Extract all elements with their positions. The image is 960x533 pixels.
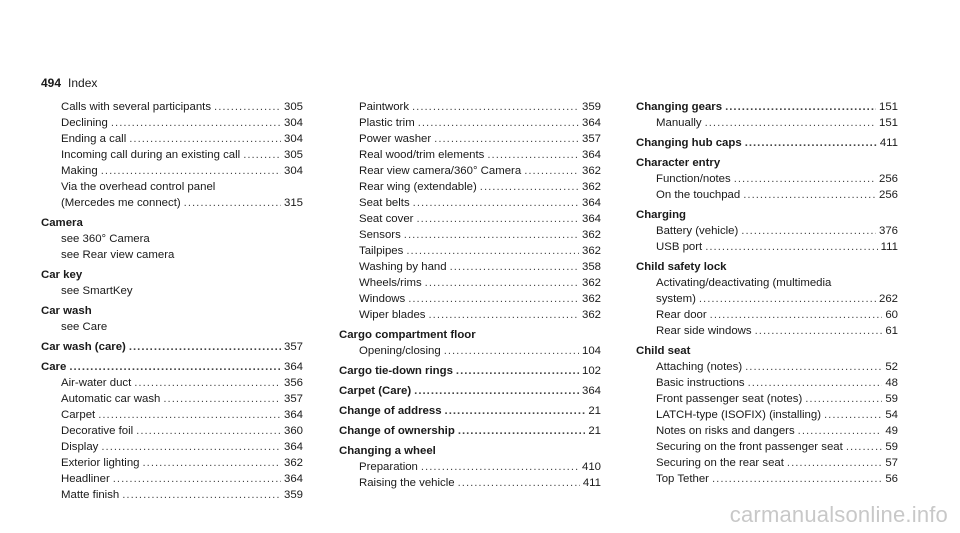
index-subentry bbox=[339, 227, 601, 243]
leader-dots bbox=[445, 403, 586, 419]
leader-dots bbox=[741, 223, 876, 239]
index-subentry bbox=[41, 455, 303, 471]
page-ref: 364 bbox=[581, 213, 601, 225]
index-subentry bbox=[636, 239, 898, 255]
index-heading bbox=[339, 327, 601, 343]
page-ref: 21 bbox=[588, 425, 601, 437]
index-subentry bbox=[41, 283, 303, 299]
leader-dots bbox=[425, 275, 579, 291]
page-ref: 360 bbox=[283, 425, 303, 437]
entry-text: Wheels/rims bbox=[359, 277, 422, 289]
entry-text: Child seat bbox=[636, 345, 691, 357]
index-subentry bbox=[339, 115, 601, 131]
entry-text: Carpet (Care) bbox=[339, 385, 412, 397]
leader-dots bbox=[98, 407, 281, 423]
index-subentry bbox=[636, 291, 898, 307]
leader-dots bbox=[428, 307, 579, 323]
index-subentry bbox=[339, 275, 601, 291]
page-header bbox=[41, 76, 97, 90]
index-subentry bbox=[41, 247, 303, 263]
page-ref: 56 bbox=[885, 473, 898, 485]
index-subentry bbox=[41, 99, 303, 115]
leader-dots bbox=[456, 363, 579, 379]
index-subentry bbox=[41, 471, 303, 487]
leader-dots bbox=[846, 439, 883, 455]
page-ref: 304 bbox=[283, 117, 303, 129]
index-subentry bbox=[339, 307, 601, 323]
leader-dots bbox=[421, 459, 579, 475]
entry-text: Raising the vehicle bbox=[359, 477, 455, 489]
page-ref: 357 bbox=[283, 393, 303, 405]
leader-dots bbox=[418, 115, 579, 131]
leader-dots bbox=[184, 195, 281, 211]
entry-text: Securing on the rear seat bbox=[656, 457, 784, 469]
page-ref: 364 bbox=[581, 197, 601, 209]
index-heading bbox=[339, 403, 601, 419]
index-subentry bbox=[636, 187, 898, 203]
entry-text: Decorative foil bbox=[61, 425, 134, 437]
index-subentry bbox=[41, 131, 303, 147]
entry-text: see Care bbox=[61, 321, 108, 333]
page-ref: 57 bbox=[885, 457, 898, 469]
page-ref: 364 bbox=[283, 473, 303, 485]
leader-dots bbox=[487, 147, 579, 163]
page-ref: 362 bbox=[581, 277, 601, 289]
entry-text: Basic instructions bbox=[656, 377, 745, 389]
entry-text: Activating/deactivating (multimedia bbox=[656, 277, 832, 289]
index-subentry bbox=[41, 179, 303, 195]
entry-text: (Mercedes me connect) bbox=[61, 197, 181, 209]
index-heading bbox=[636, 207, 898, 223]
entry-text: Car key bbox=[41, 269, 83, 281]
entry-text: Car wash (care) bbox=[41, 341, 126, 353]
index-subentry bbox=[41, 195, 303, 211]
entry-text: Via the overhead control panel bbox=[61, 181, 216, 193]
entry-text: Display bbox=[61, 441, 99, 453]
page-ref: 104 bbox=[581, 345, 601, 357]
leader-dots bbox=[414, 383, 579, 399]
entry-text: Matte finish bbox=[61, 489, 120, 501]
index-subentry bbox=[41, 319, 303, 335]
index-subentry bbox=[41, 439, 303, 455]
entry-text: Charging bbox=[636, 209, 686, 221]
leader-dots bbox=[122, 487, 281, 503]
leader-dots bbox=[129, 339, 281, 355]
entry-text: Seat cover bbox=[359, 213, 414, 225]
page-ref: 262 bbox=[878, 293, 898, 305]
index-subentry bbox=[636, 439, 898, 455]
entry-text: Windows bbox=[359, 293, 406, 305]
page-ref: 364 bbox=[581, 117, 601, 129]
page-ref: 364 bbox=[283, 441, 303, 453]
index-heading bbox=[41, 215, 303, 231]
entry-text: Rear wing (extendable) bbox=[359, 181, 477, 193]
entry-text: Changing a wheel bbox=[339, 445, 436, 457]
page-ref: 304 bbox=[283, 165, 303, 177]
index-heading bbox=[636, 259, 898, 275]
index-subentry bbox=[41, 147, 303, 163]
index-subentry bbox=[339, 179, 601, 195]
index-subentry bbox=[636, 423, 898, 439]
index-subentry bbox=[339, 259, 601, 275]
leader-dots bbox=[824, 407, 882, 423]
index-heading bbox=[339, 363, 601, 379]
page-ref: 356 bbox=[283, 377, 303, 389]
leader-dots bbox=[444, 343, 579, 359]
index-subentry bbox=[636, 223, 898, 239]
entry-text: Changing gears bbox=[636, 101, 723, 113]
leader-dots bbox=[404, 227, 579, 243]
entry-text: Preparation bbox=[359, 461, 418, 473]
index-subentry bbox=[636, 455, 898, 471]
index-subentry bbox=[339, 243, 601, 259]
entry-text: Ending a call bbox=[61, 133, 127, 145]
entry-text: see Rear view camera bbox=[61, 249, 175, 261]
index-subentry bbox=[636, 323, 898, 339]
page-ref: 362 bbox=[283, 457, 303, 469]
entry-text: Automatic car wash bbox=[61, 393, 161, 405]
entry-text: Rear door bbox=[656, 309, 707, 321]
entry-text: Front passenger seat (notes) bbox=[656, 393, 803, 405]
index-heading bbox=[636, 135, 898, 151]
entry-text: Character entry bbox=[636, 157, 721, 169]
index-subentry bbox=[339, 291, 601, 307]
page-ref: 102 bbox=[581, 365, 601, 377]
page-ref: 54 bbox=[885, 409, 898, 421]
leader-dots bbox=[450, 259, 579, 275]
entry-text: Manually bbox=[656, 117, 702, 129]
leader-dots bbox=[101, 163, 281, 179]
entry-text: Care bbox=[41, 361, 67, 373]
leader-dots bbox=[129, 131, 281, 147]
entry-text: Plastic trim bbox=[359, 117, 415, 129]
index-subentry bbox=[339, 147, 601, 163]
leader-dots bbox=[725, 99, 876, 115]
index-subentry bbox=[339, 475, 601, 491]
page-ref: 358 bbox=[581, 261, 601, 273]
page-ref: 364 bbox=[283, 409, 303, 421]
entry-text: LATCH-type (ISOFIX) (installing) bbox=[656, 409, 821, 421]
index-subentry bbox=[339, 211, 601, 227]
entry-text: Washing by hand bbox=[359, 261, 447, 273]
leader-dots bbox=[787, 455, 882, 471]
page-ref: 48 bbox=[885, 377, 898, 389]
leader-dots bbox=[710, 307, 883, 323]
entry-text: Sensors bbox=[359, 229, 401, 241]
leader-dots bbox=[163, 391, 281, 407]
page-ref: 364 bbox=[283, 361, 303, 373]
index-subentry bbox=[339, 131, 601, 147]
index-subentry bbox=[636, 307, 898, 323]
entry-text: Function/notes bbox=[656, 173, 731, 185]
index-subentry bbox=[636, 359, 898, 375]
index-subentry bbox=[41, 115, 303, 131]
page-ref: 305 bbox=[283, 149, 303, 161]
entry-text: Attaching (notes) bbox=[656, 361, 743, 373]
entry-text: see 360° Camera bbox=[61, 233, 150, 245]
leader-dots bbox=[458, 423, 586, 439]
page-ref: 364 bbox=[581, 385, 601, 397]
leader-dots bbox=[69, 359, 281, 375]
entry-text: Change of ownership bbox=[339, 425, 455, 437]
leader-dots bbox=[745, 135, 877, 151]
page-ref: 362 bbox=[581, 245, 601, 257]
leader-dots bbox=[805, 391, 882, 407]
entry-text: Exterior lighting bbox=[61, 457, 140, 469]
index-subentry bbox=[41, 375, 303, 391]
entry-text: Wiper blades bbox=[359, 309, 426, 321]
leader-dots bbox=[134, 375, 281, 391]
leader-dots bbox=[136, 423, 281, 439]
page-ref: 49 bbox=[885, 425, 898, 437]
index-subentry bbox=[636, 115, 898, 131]
leader-dots bbox=[743, 187, 876, 203]
entry-text: On the touchpad bbox=[656, 189, 741, 201]
page-ref: 359 bbox=[581, 101, 601, 113]
leader-dots bbox=[413, 195, 579, 211]
entry-text: Cargo tie-down rings bbox=[339, 365, 453, 377]
index-subentry bbox=[636, 391, 898, 407]
index-subentry bbox=[339, 163, 601, 179]
index-subentry bbox=[41, 391, 303, 407]
entry-text: Real wood/trim elements bbox=[359, 149, 485, 161]
leader-dots bbox=[712, 471, 882, 487]
entry-text: Making bbox=[61, 165, 98, 177]
leader-dots bbox=[412, 99, 579, 115]
entry-text: Carpet bbox=[61, 409, 96, 421]
index-heading bbox=[41, 339, 303, 355]
entry-text: Seat belts bbox=[359, 197, 410, 209]
index-subentry bbox=[636, 375, 898, 391]
index-column-3 bbox=[636, 99, 898, 487]
leader-dots bbox=[734, 171, 876, 187]
page-ref: 362 bbox=[581, 309, 601, 321]
page-ref: 362 bbox=[581, 181, 601, 193]
leader-dots bbox=[705, 239, 877, 255]
page-ref: 305 bbox=[283, 101, 303, 113]
page-ref: 256 bbox=[878, 173, 898, 185]
page-ref: 256 bbox=[878, 189, 898, 201]
leader-dots bbox=[101, 439, 281, 455]
index-subentry bbox=[41, 423, 303, 439]
index-subentry bbox=[636, 171, 898, 187]
leader-dots bbox=[458, 475, 580, 491]
index-heading bbox=[636, 99, 898, 115]
entry-text: Tailpipes bbox=[359, 245, 404, 257]
index-column-1 bbox=[41, 99, 303, 503]
leader-dots bbox=[143, 455, 281, 471]
page-ref: 60 bbox=[885, 309, 898, 321]
index-subentry bbox=[41, 163, 303, 179]
index-subentry bbox=[41, 407, 303, 423]
entry-text: Securing on the front passenger seat bbox=[656, 441, 843, 453]
page-ref: 362 bbox=[581, 229, 601, 241]
leader-dots bbox=[480, 179, 579, 195]
entry-text: system) bbox=[656, 293, 696, 305]
entry-text: Rear side windows bbox=[656, 325, 752, 337]
index-heading bbox=[636, 343, 898, 359]
page-section-title: Index bbox=[68, 76, 98, 90]
page-ref: 151 bbox=[878, 117, 898, 129]
page-ref: 362 bbox=[581, 165, 601, 177]
index-subentry bbox=[339, 99, 601, 115]
entry-text: Paintwork bbox=[359, 101, 410, 113]
leader-dots bbox=[748, 375, 883, 391]
leader-dots bbox=[111, 115, 281, 131]
index-heading bbox=[339, 423, 601, 439]
page-ref: 411 bbox=[879, 137, 898, 149]
index-column-2 bbox=[339, 99, 601, 491]
page-ref: 376 bbox=[878, 225, 898, 237]
leader-dots bbox=[755, 323, 883, 339]
entry-text: Battery (vehicle) bbox=[656, 225, 739, 237]
index-heading bbox=[339, 443, 601, 459]
index-subentry bbox=[339, 343, 601, 359]
page-ref: 151 bbox=[878, 101, 898, 113]
leader-dots bbox=[745, 359, 882, 375]
page-ref: 52 bbox=[885, 361, 898, 373]
page-number: 494 bbox=[41, 76, 62, 90]
index-heading bbox=[636, 155, 898, 171]
index-subentry bbox=[339, 195, 601, 211]
page-ref: 359 bbox=[283, 489, 303, 501]
watermark: carmanualsonline.info bbox=[729, 502, 948, 527]
entry-text: Incoming call during an existing call bbox=[61, 149, 241, 161]
entry-text: Cargo compartment floor bbox=[339, 329, 476, 341]
index-subentry bbox=[636, 275, 898, 291]
index-subentry bbox=[339, 459, 601, 475]
leader-dots bbox=[243, 147, 281, 163]
page-ref: 111 bbox=[880, 241, 898, 253]
leader-dots bbox=[699, 291, 876, 307]
leader-dots bbox=[434, 131, 579, 147]
page-ref: 410 bbox=[581, 461, 601, 473]
entry-text: Camera bbox=[41, 217, 83, 229]
leader-dots bbox=[408, 291, 579, 307]
page-ref: 362 bbox=[581, 293, 601, 305]
index-subentry bbox=[636, 407, 898, 423]
entry-text: Rear view camera/360° Camera bbox=[359, 165, 522, 177]
entry-text: Car wash bbox=[41, 305, 92, 317]
index-subentry bbox=[41, 487, 303, 503]
page-ref: 411 bbox=[582, 477, 601, 489]
entry-text: Change of address bbox=[339, 405, 442, 417]
entry-text: Changing hub caps bbox=[636, 137, 742, 149]
page-ref: 357 bbox=[581, 133, 601, 145]
entry-text: Power washer bbox=[359, 133, 432, 145]
index-heading bbox=[41, 359, 303, 375]
page-ref: 304 bbox=[283, 133, 303, 145]
entry-text: Notes on risks and dangers bbox=[656, 425, 795, 437]
index-subentry bbox=[636, 471, 898, 487]
page-ref: 59 bbox=[885, 441, 898, 453]
leader-dots bbox=[113, 471, 281, 487]
entry-text: Child safety lock bbox=[636, 261, 727, 273]
entry-text: see SmartKey bbox=[61, 285, 133, 297]
entry-text: Declining bbox=[61, 117, 108, 129]
page-ref: 21 bbox=[588, 405, 601, 417]
entry-text: USB port bbox=[656, 241, 703, 253]
entry-text: Opening/closing bbox=[359, 345, 441, 357]
leader-dots bbox=[705, 115, 876, 131]
entry-text: Calls with several participants bbox=[61, 101, 212, 113]
entry-text: Headliner bbox=[61, 473, 110, 485]
page-ref: 364 bbox=[581, 149, 601, 161]
leader-dots bbox=[524, 163, 579, 179]
index-heading bbox=[41, 303, 303, 319]
entry-text: Top Tether bbox=[656, 473, 709, 485]
leader-dots bbox=[416, 211, 579, 227]
index-heading bbox=[41, 267, 303, 283]
leader-dots bbox=[798, 423, 883, 439]
page-ref: 61 bbox=[885, 325, 898, 337]
index-heading bbox=[339, 383, 601, 399]
index-subentry bbox=[41, 231, 303, 247]
page-ref: 357 bbox=[283, 341, 303, 353]
page-ref: 59 bbox=[885, 393, 898, 405]
entry-text: Air-water duct bbox=[61, 377, 132, 389]
leader-dots bbox=[214, 99, 281, 115]
leader-dots bbox=[406, 243, 579, 259]
page-ref: 315 bbox=[283, 197, 303, 209]
